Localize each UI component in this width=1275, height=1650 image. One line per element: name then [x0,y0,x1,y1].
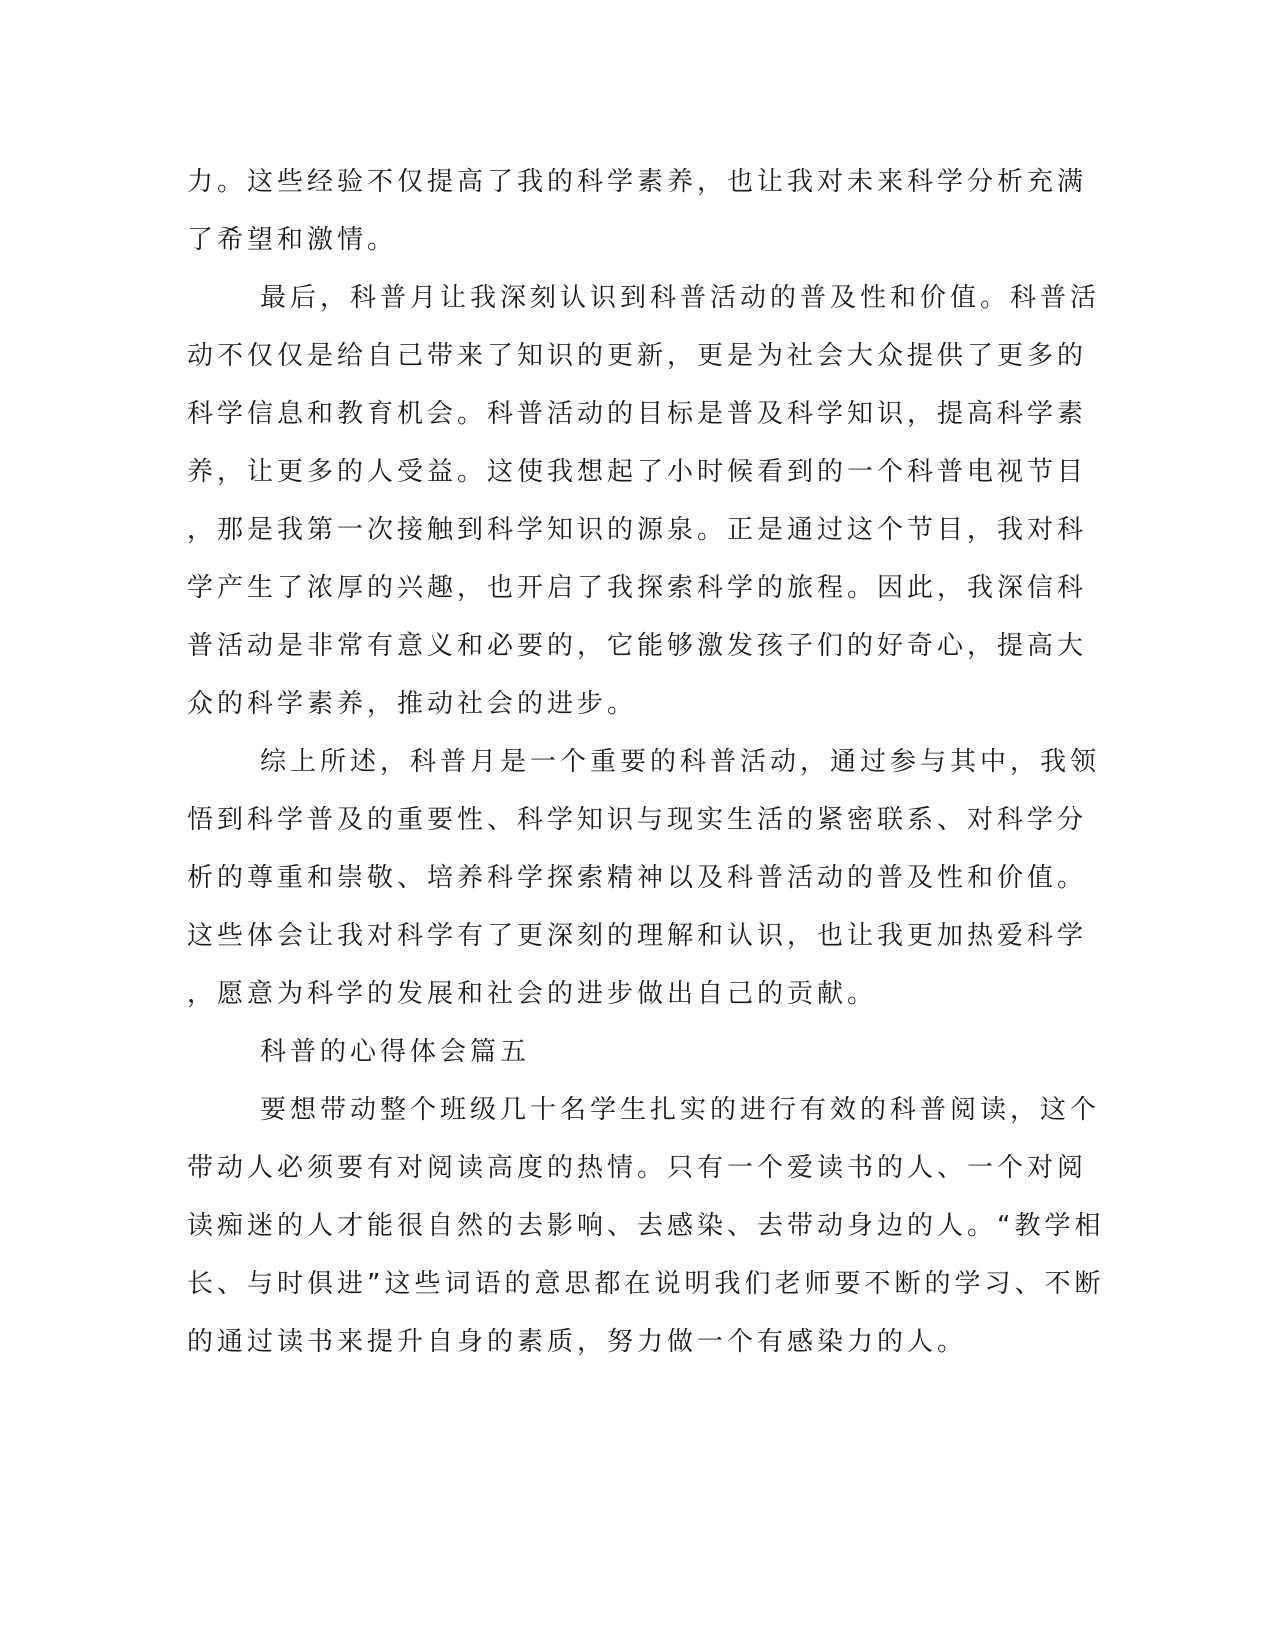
section-heading: 科普的心得体会篇五 [260,1037,531,1067]
text-line: 普活动是非常有意义和必要的，它能够激发孩子们的好奇心，提高大 [187,631,1088,661]
text-line: 悟到科学普及的重要性、科学知识与现实生活的紧密联系、对科学分 [187,805,1088,835]
text-line: 动不仅仅是给自己带来了知识的更新，更是为社会大众提供了更多的 [187,341,1088,371]
text-line: 科学信息和教育机会。科普活动的目标是普及科学知识，提高科学素 [187,399,1088,429]
text-line: 长、与时俱进”这些词语的意思都在说明我们老师要不断的学习、不断 [187,1269,1105,1299]
text-line: 这些体会让我对科学有了更深刻的理解和认识，也让我更加热爱科学 [187,921,1088,951]
paragraph-first-line: 最后，科普月让我深刻认识到科普活动的普及性和价值。科普活 [260,283,1101,313]
text-line: 带动人必须要有对阅读高度的热情。只有一个爱读书的人、一个对阅 [187,1153,1088,1183]
text-line: 了希望和激情。 [187,225,398,255]
paragraph-first-line: 要想带动整个班级几十名学生扎实的进行有效的科普阅读，这个 [260,1095,1101,1125]
text-line: 养，让更多的人受益。这使我想起了小时候看到的一个科普电视节目 [187,457,1088,487]
text-line: 析的尊重和崇敬、培养科学探索精神以及科普活动的普及性和价值。 [187,863,1088,893]
text-line: ，那是我第一次接触到科学知识的源泉。正是通过这个节目，我对科 [187,515,1088,545]
text-line: 力。这些经验不仅提高了我的科学素养，也让我对未来科学分析充满 [187,167,1088,197]
text-line: ，愿意为科学的发展和社会的进步做出自己的贡献。 [187,979,878,1009]
text-line: 众的科学素养，推动社会的进步。 [187,689,638,719]
text-line: 学产生了浓厚的兴趣，也开启了我探索科学的旅程。因此，我深信科 [187,573,1088,603]
text-line: 的通过读书来提升自身的素质，努力做一个有感染力的人。 [187,1327,968,1357]
paragraph-first-line: 综上所述，科普月是一个重要的科普活动，通过参与其中，我领 [260,747,1101,777]
text-line: 读痴迷的人才能很自然的去影响、去感染、去带动身边的人。“教学相 [187,1211,1105,1241]
